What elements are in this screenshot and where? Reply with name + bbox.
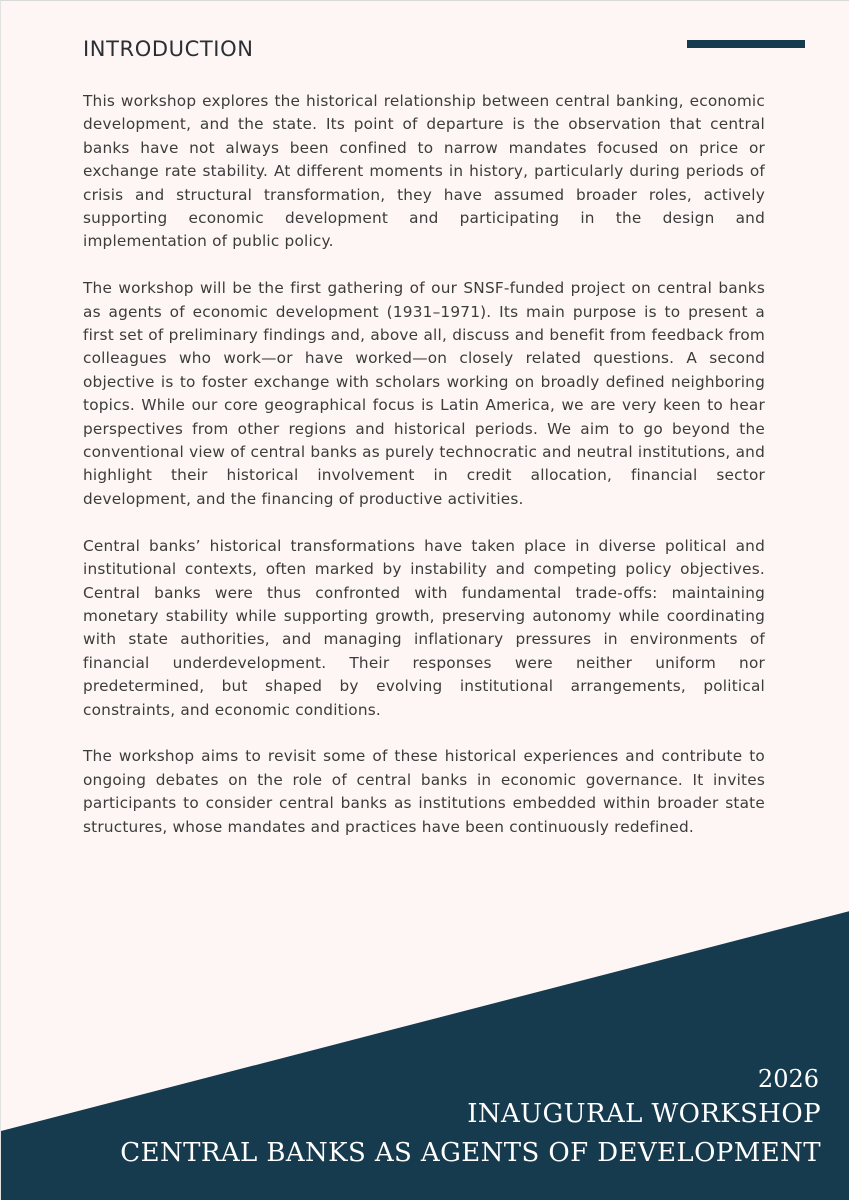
footer-line-2: CENTRAL BANKS AS AGENTS OF DEVELOPMENT bbox=[120, 1138, 821, 1168]
paragraph-3: Central banks’ historical transformations have taken place in diverse political and institutional contexts, often marked by instability and competing policy objectives. Central banks were thus confronted with fundamental trade-offs: maintaining monetary stability while supporting growth, preserving autonomy while coordinating with state authorities, and managing inflationary pressures in environments of financial underdevelopment. Their responses were neither uniform nor predetermined, but shaped by evolving institutional arrangements, political constraints, and economic conditions. bbox=[83, 536, 765, 719]
section-heading: INTRODUCTION bbox=[83, 37, 254, 61]
paragraph-1: This workshop explores the historical relationship between central banking, economic development, and the state. Its point of departure is the observation that central banks have not always been confined to narrow mandates focused on price or exchange rate stability. At different moments in history, particularly during periods of crisis and structural transformation, they have assumed broader roles, actively supporting economic development and participating in the design and implementation of public policy. bbox=[83, 92, 765, 251]
footer-year: 2026 bbox=[757, 1065, 819, 1093]
paragraph-2: The workshop will be the first gathering of our SNSF-funded project on central banks as agents of economic development (1931–1971). Its main purpose is to present a first set of preliminary findings and, above all, discuss and benefit from feedback from colleagues who work—or have worked—on closely related questions. A second objective is to foster exchange with scholars working on broadly defined neighboring topics. While our core geographical focus is Latin America, we are very keen to hear perspectives from other regions and historical periods. We aim to go beyond the conventional view of central banks as purely technocratic and neutral institutions, and highlight their historical involvement in credit allocation, financial sector development, and the financing of productive activities. bbox=[83, 279, 765, 508]
footer-title-block bbox=[120, 1063, 821, 1173]
paragraph-4: The workshop aims to revisit some of these historical experiences and contribute to ongoing debates on the role of central banks in economic governance. It invites participants to consider central banks as institutions embedded within broader state structures, whose mandates and practices have been continuously redefined. bbox=[83, 747, 765, 836]
footer-line-1: INAUGURAL WORKSHOP bbox=[467, 1099, 821, 1129]
footer-triangle bbox=[1, 1, 849, 1200]
